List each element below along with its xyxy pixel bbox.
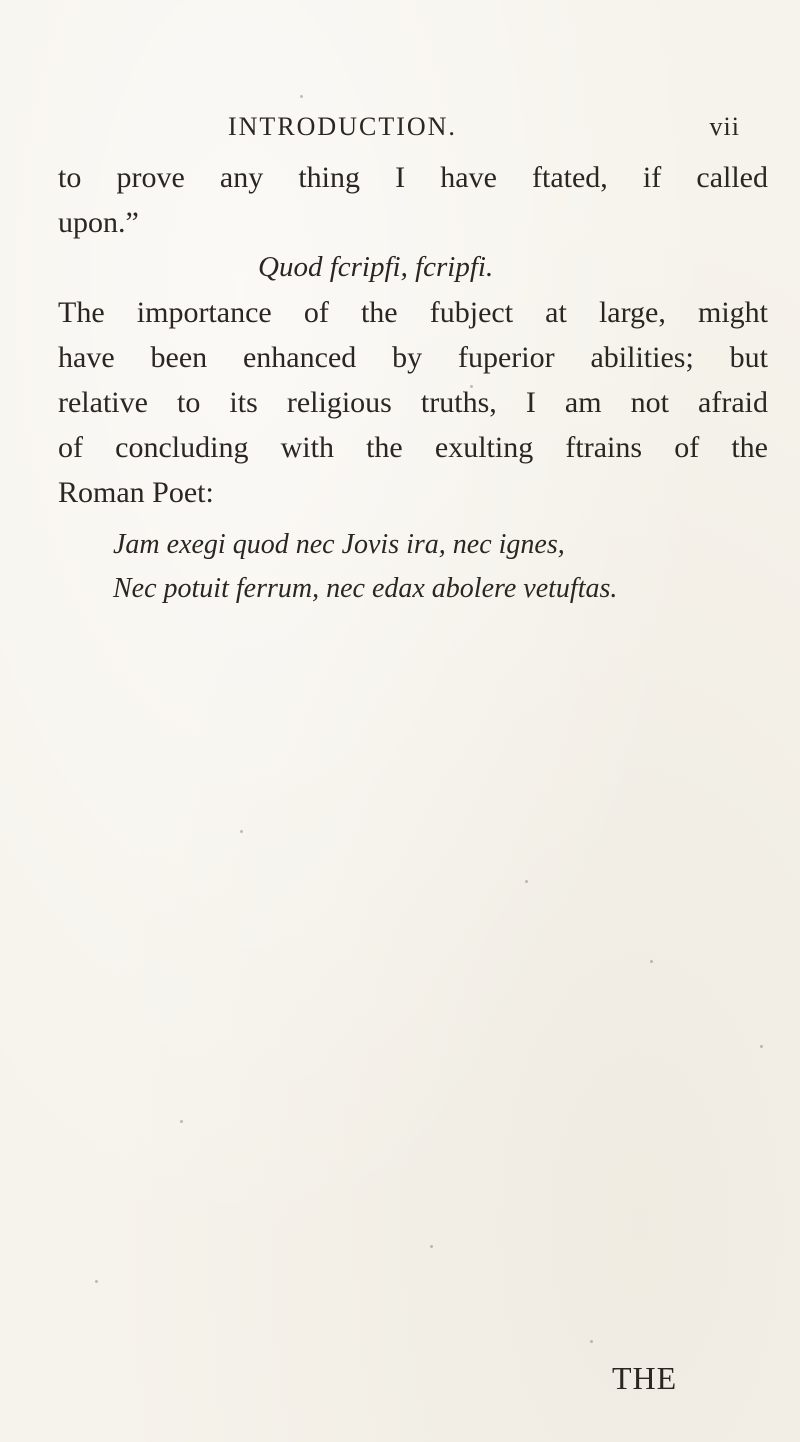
running-head [228, 112, 740, 142]
text-line: of concluding with the exulting ftrains of the [58, 431, 768, 464]
verse-line: Jam exegi quod nec Jovis ira, nec ignes, [113, 529, 565, 560]
running-title: INTRODUCTION. [228, 112, 457, 141]
text-line: The importance of the fubject at large, might [58, 296, 768, 329]
latin-quote-line: Quod fcripfi, fcripfi. [258, 251, 494, 283]
catchword: THE [612, 1360, 678, 1396]
text-line: have been enhanced by fuperior abilities; but [58, 341, 768, 374]
page-number: vii [709, 112, 740, 141]
text-line: to prove any thing I have ftated, if called [58, 161, 768, 194]
text-line: upon.” [58, 206, 139, 239]
body-text [58, 155, 768, 611]
text-line: Roman Poet: [58, 476, 214, 509]
verse-line: Nec potuit ferrum, nec edax abolere vetuftas. [113, 573, 618, 604]
text-line: relative to its religious truths, I am not afraid [58, 386, 768, 419]
